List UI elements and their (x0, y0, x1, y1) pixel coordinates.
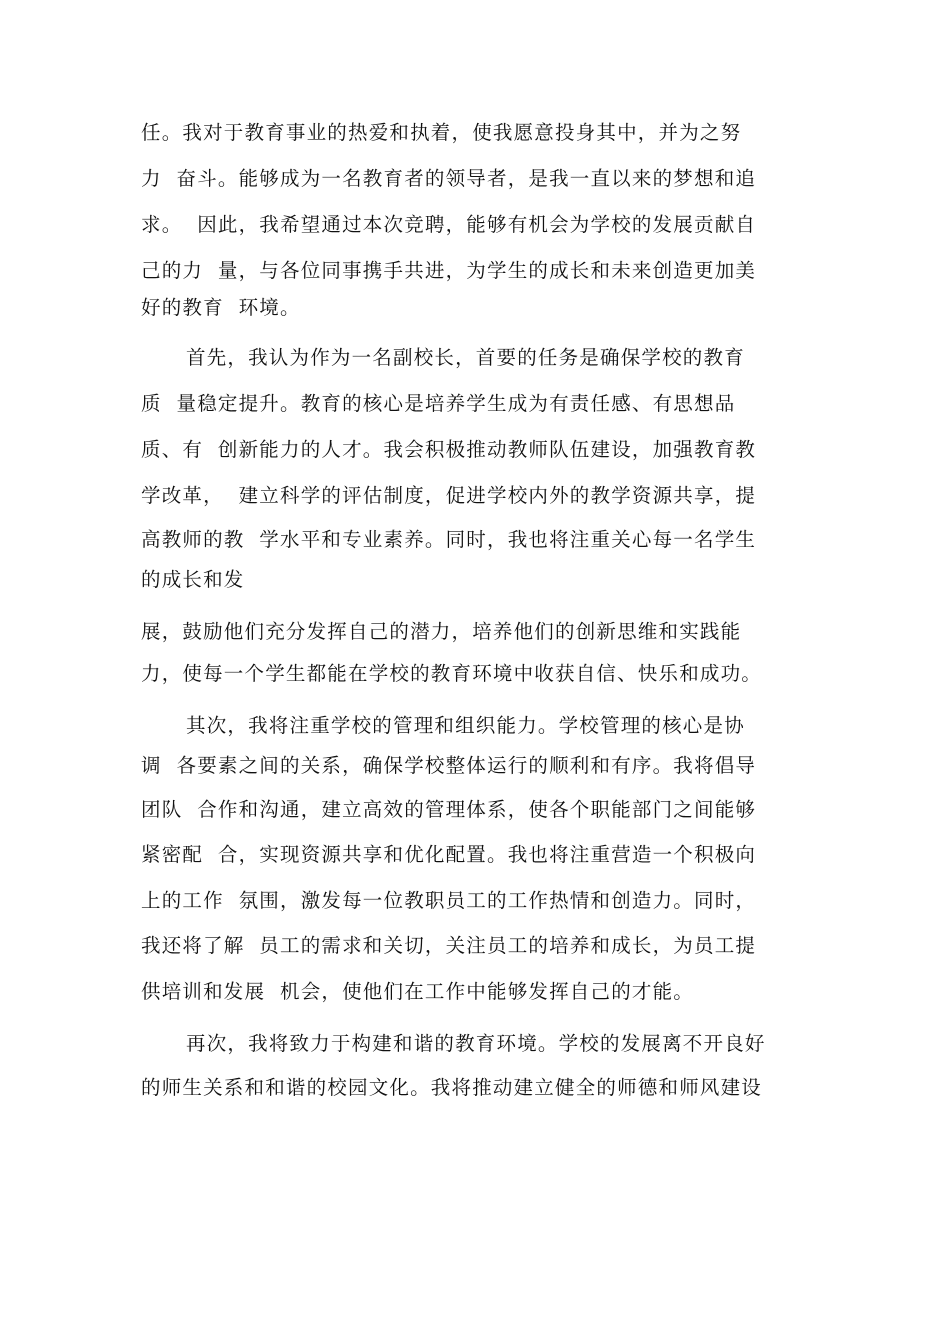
paragraph-3-line-7: 供培训和发展 机会，使他们在工作中能够发挥自己的才能。 (141, 980, 694, 1003)
paragraph-3-line-6: 我还将了解 员工的需求和关切，关注员工的培养和成长，为员工提 (141, 934, 757, 957)
paragraph-2-line-7: 展，鼓励他们充分发挥自己的潜力，培养他们的创新思维和实践能 (141, 620, 742, 643)
paragraph-3-line-2: 调 各要素之间的关系，确保学校整体运行的顺利和有序。我将倡导 (141, 754, 757, 777)
paragraph-2-line-6: 的成长和发 (141, 568, 245, 591)
paragraph-2-line-2: 质 量稳定提升。教育的核心是培养学生成为有责任感、有思想品 (141, 392, 736, 415)
paragraph-2-line-5: 高教师的教 学水平和专业素养。同时，我也将注重关心每一名学生 (141, 528, 757, 551)
paragraph-4-line-1: 再次，我将致力于构建和谐的教育环境。学校的发展离不开良好 (186, 1032, 766, 1055)
paragraph-1-line-3: 求。 因此，我希望通过本次竞聘，能够有机会为学校的发展贡献自 (141, 213, 757, 236)
paragraph-3-line-3: 团队 合作和沟通，建立高效的管理体系，使各个职能部门之间能够 (141, 798, 757, 821)
paragraph-1-line-2: 力 奋斗。能够成为一名教育者的领导者，是我一直以来的梦想和追 (141, 167, 757, 190)
paragraph-2-line-4: 学改革， 建立科学的评估制度，促进学校内外的教学资源共享，提 (141, 484, 757, 507)
paragraph-2-line-3: 质、有 创新能力的人才。我会积极推动教师队伍建设，加强教育教 (141, 438, 757, 461)
paragraph-1-line-5: 好的教育 环境。 (141, 296, 301, 319)
paragraph-3-line-5: 上的工作 氛围，激发每一位教职员工的工作热情和创造力。同时， (141, 889, 757, 912)
paragraph-3-line-1: 其次，我将注重学校的管理和组织能力。学校管理的核心是协 (186, 714, 745, 737)
paragraph-1-line-4: 己的力 量，与各位同事携手共进，为学生的成长和未来创造更加美 (141, 259, 757, 282)
paragraph-2-line-8: 力，使每一个学生都能在学校的教育环境中收获自信、快乐和成功。 (141, 662, 763, 685)
paragraph-3-line-4: 紧密配 合，实现资源共享和优化配置。我也将注重营造一个积极向 (141, 843, 757, 866)
paragraph-4-line-2: 的师生关系和和谐的校园文化。我将推动建立健全的师德和师风建设 (141, 1076, 763, 1099)
paragraph-2-line-1: 首先，我认为作为一名副校长，首要的任务是确保学校的教育 (186, 346, 745, 369)
paragraph-1-line-1: 任。我对于教育事业的热爱和执着，使我愿意投身其中，并为之努 (141, 121, 742, 144)
